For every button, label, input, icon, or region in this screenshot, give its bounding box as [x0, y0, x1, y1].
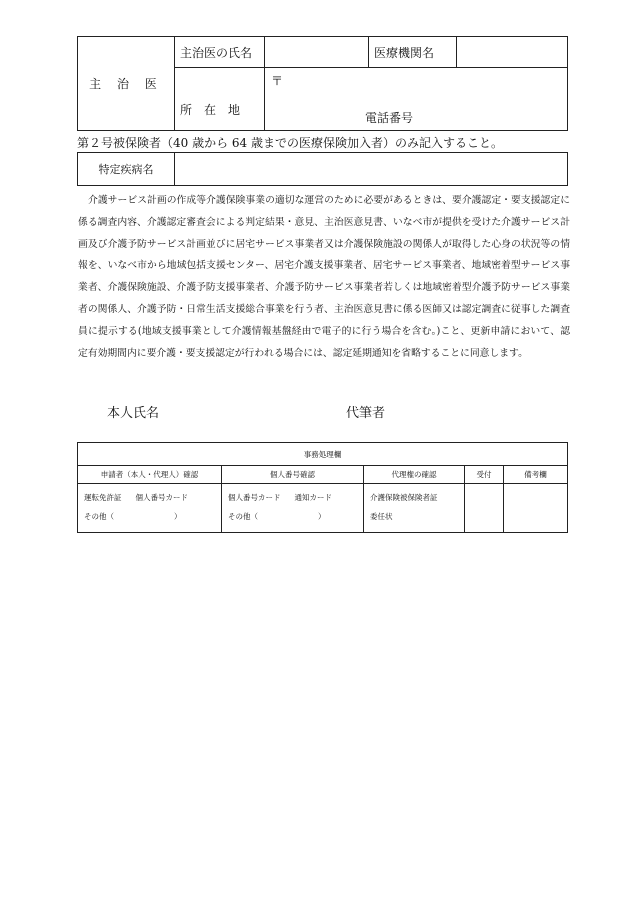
col-applicant: 申請者（本人・代理人）確認 [78, 466, 222, 484]
signature-name-label: 本人氏名 [107, 406, 160, 421]
applicant-item-other: その他（ ） [84, 512, 182, 521]
applicant-item-card: 個人番号カード [135, 493, 188, 502]
proxy-item-power-of-attorney: 委任状 [370, 512, 393, 521]
physician-name-field[interactable] [265, 37, 369, 68]
applicant-item-license: 運転免許証 [84, 493, 122, 502]
disease-field[interactable] [175, 153, 568, 186]
office-title: 事務処理欄 [78, 443, 568, 466]
institution-field[interactable] [457, 37, 568, 68]
proxy-item-insurance-card: 介護保険被保険者証 [370, 493, 438, 502]
phone-label: 電話番号 [365, 111, 414, 125]
institution-label: 医療機関名 [369, 37, 457, 68]
signature-proxy-label: 代筆者 [346, 406, 386, 421]
number-check-cell[interactable] [222, 484, 364, 533]
address-field[interactable] [265, 68, 568, 131]
col-number: 個人番号確認 [222, 466, 364, 484]
col-received: 受付 [465, 466, 504, 484]
physician-heading: 主 治 医 [78, 37, 175, 131]
applicant-check-cell[interactable] [78, 484, 222, 533]
office-processing-table [77, 442, 568, 533]
physician-table [77, 36, 568, 131]
consent-text: 介護サービス計画の作成等介護保険事業の適切な運営のために必要があるときは、要介護認定・要支援認定に係る調査内容、介護認定審査会による判定結果・意見、主治医意見書、いなべ市が提供を受けた介護サービス計画及び介護予防サービス計画並びに居宅サービス事業者又は介護保険施設の関係人が取得した心身の状況等の情報を、いなべ市から地域包括支援センター、居宅介護支援事業者、居宅サービス事業者、地域密着型サービス事業者、介護保険施設、介護予防支援事業者、介護予防サービス事業者若しくは地域密着型介護予防サービス事業者の関係人、介護予防・日常生活支援総合事業を行う者、主治医意見書に係る医師又は認定調査に従事した調査員に提示する(地域支援事業として介護情報基盤経由で電子的に行う場合を含む。)こと、更新申請において、認定有効期間内に要介護・要支援認定が行われる場合には、認定延期通知を省略することに同意します。 [78, 195, 570, 359]
disease-label: 特定疾病名 [78, 153, 175, 186]
proxy-check-cell[interactable] [364, 484, 465, 533]
col-proxy: 代理権の確認 [364, 466, 465, 484]
number-item-card: 個人番号カード [228, 493, 281, 502]
disease-table [77, 152, 568, 186]
number-item-notice: 通知カード [294, 493, 332, 502]
received-cell[interactable] [465, 484, 504, 533]
col-remarks: 備考欄 [504, 466, 568, 484]
address-label: 所 在 地 [175, 68, 265, 131]
insured-note: 第２号被保険者（40 歳から 64 歳までの医療保険加入者）のみ記入すること。 [77, 136, 503, 150]
physician-name-label: 主治医の氏名 [175, 37, 265, 68]
number-item-other: その他（ ） [228, 512, 326, 521]
remarks-cell[interactable] [504, 484, 568, 533]
postal-mark: 〒 [271, 74, 284, 88]
